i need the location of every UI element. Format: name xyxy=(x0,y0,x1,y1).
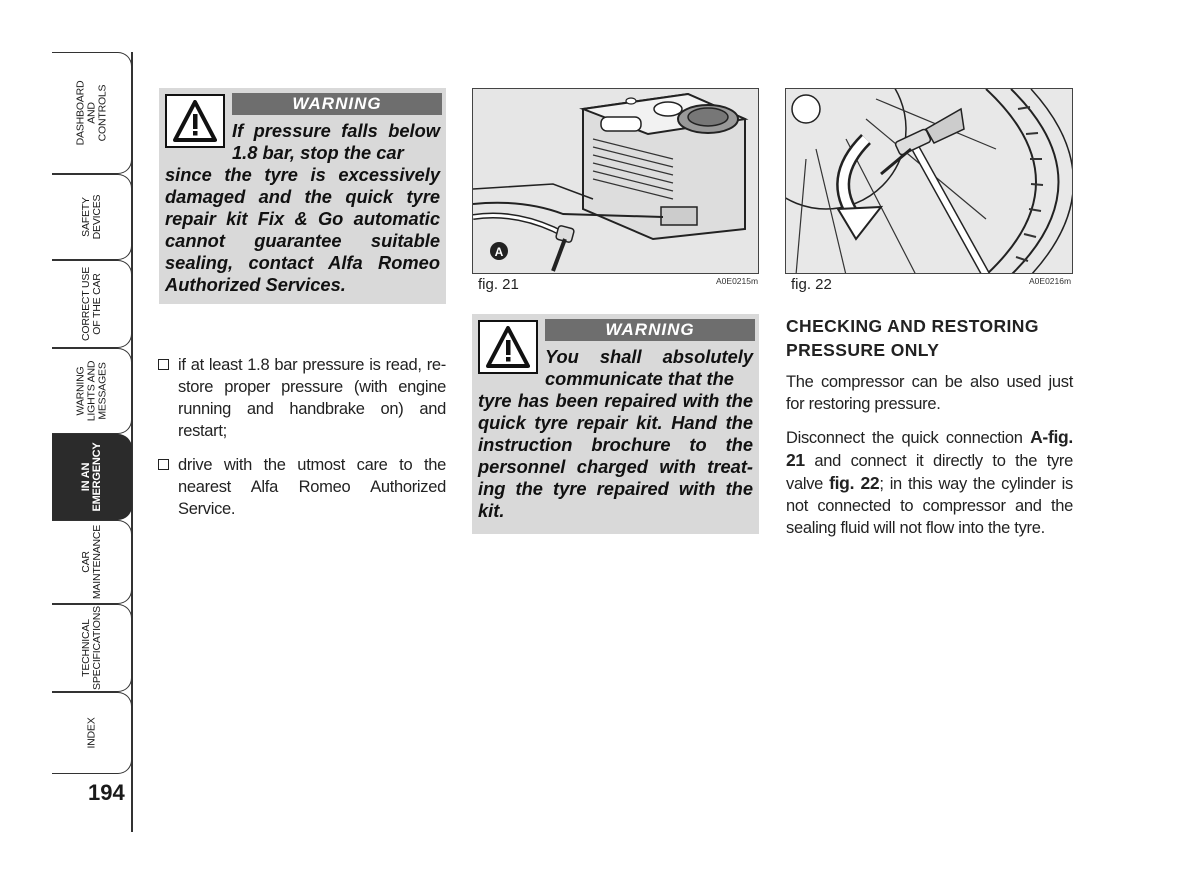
text-run: Disconnect the quick connection xyxy=(786,429,1031,447)
section-heading: CHECKING AND RESTORING PRESSURE ONLY xyxy=(786,316,1039,360)
tab-index[interactable] xyxy=(52,692,132,774)
warning-icon-frame xyxy=(165,94,225,148)
warning-icon-frame xyxy=(478,320,538,374)
tab-label: TECHNICAL SPECIFICATIONS xyxy=(79,606,103,690)
tab-dashboard-and-controls[interactable] xyxy=(52,52,132,174)
warning-text-first: You shall absolutely communicate that the xyxy=(545,346,753,389)
warning-text-rest: tyre has been repaired with the quick tyre repair kit. Hand the instruction brochure to the personnel charged with treat-ing the tyre repaired with the kit. xyxy=(478,390,753,521)
figure-21-code: A0E0215m xyxy=(716,276,759,286)
tab-label: SAFETY DEVICES xyxy=(79,194,103,240)
figure-22-code: A0E0216m xyxy=(1029,276,1072,286)
figure-reference: A-fig. 21 xyxy=(786,427,1073,470)
bullet-text: if at least 1.8 bar pressure is read, re-store proper pressure (with engine running and handbrake on) and restart; xyxy=(178,356,446,440)
figure-22-tyre-valve xyxy=(785,88,1073,274)
warning-text-rest: since the tyre is excessively damaged and the quick tyre repair kit Fix & Go automatic cannot guarantee suitable sealing, contact Alfa Romeo Authorized Services. xyxy=(165,164,440,295)
checkbox-bullet-icon xyxy=(158,359,169,370)
list-item xyxy=(158,354,446,442)
warning-triangle-icon xyxy=(173,100,217,142)
warning-title: WARNING xyxy=(232,93,442,115)
figure-21-compressor xyxy=(472,88,759,274)
page-number: 194 xyxy=(88,780,125,805)
figure-21-caption: fig. 21 xyxy=(478,276,519,293)
compressor-illustration xyxy=(473,89,759,274)
text-run: and connect it directly to the tyre valve xyxy=(786,452,1073,493)
warning-box-communicate xyxy=(472,314,759,534)
tab-label: INDEX xyxy=(85,717,97,749)
bullet-list xyxy=(158,354,446,532)
tab-label: CORRECT USE OF THE CAR xyxy=(79,266,103,342)
tab-label: IN AN EMERGENCY xyxy=(79,442,103,512)
tab-correct-use[interactable] xyxy=(52,260,132,348)
figure-reference: fig. 22 xyxy=(829,473,880,493)
text-run: ; in this way the cylinder is not connected to compressor and the sealing fluid will not flow into the tyre. xyxy=(786,475,1073,537)
tab-label: CAR MAINTENANCE xyxy=(79,524,103,600)
warning-box-pressure xyxy=(159,88,446,304)
tyre-valve-illustration xyxy=(786,89,1073,274)
paragraph-instructions xyxy=(786,426,1073,539)
tab-warning-lights[interactable] xyxy=(52,348,132,434)
callout-letter: A xyxy=(494,245,504,259)
sidebar-tabs xyxy=(52,52,134,772)
tab-technical-specifications[interactable] xyxy=(52,604,132,692)
tab-safety-devices[interactable] xyxy=(52,174,132,260)
tab-in-an-emergency[interactable] xyxy=(52,434,132,520)
tab-car-maintenance[interactable] xyxy=(52,520,132,604)
bullet-text: drive with the utmost care to the nearest Alfa Romeo Authorized Service. xyxy=(178,456,446,518)
figure-22-caption: fig. 22 xyxy=(791,276,832,293)
paragraph-intro: The compressor can be also used just for restoring pressure. xyxy=(786,373,1073,413)
checkbox-bullet-icon xyxy=(158,459,169,470)
warning-triangle-icon xyxy=(486,326,530,368)
tab-label: WARNING LIGHTS AND MESSAGES xyxy=(74,360,108,422)
list-item xyxy=(158,454,446,520)
warning-title: WARNING xyxy=(545,319,755,341)
tab-label: DASHBOARD AND CONTROLS xyxy=(74,80,108,146)
warning-text-first: If pressure falls below 1.8 bar, stop the car xyxy=(232,120,440,163)
